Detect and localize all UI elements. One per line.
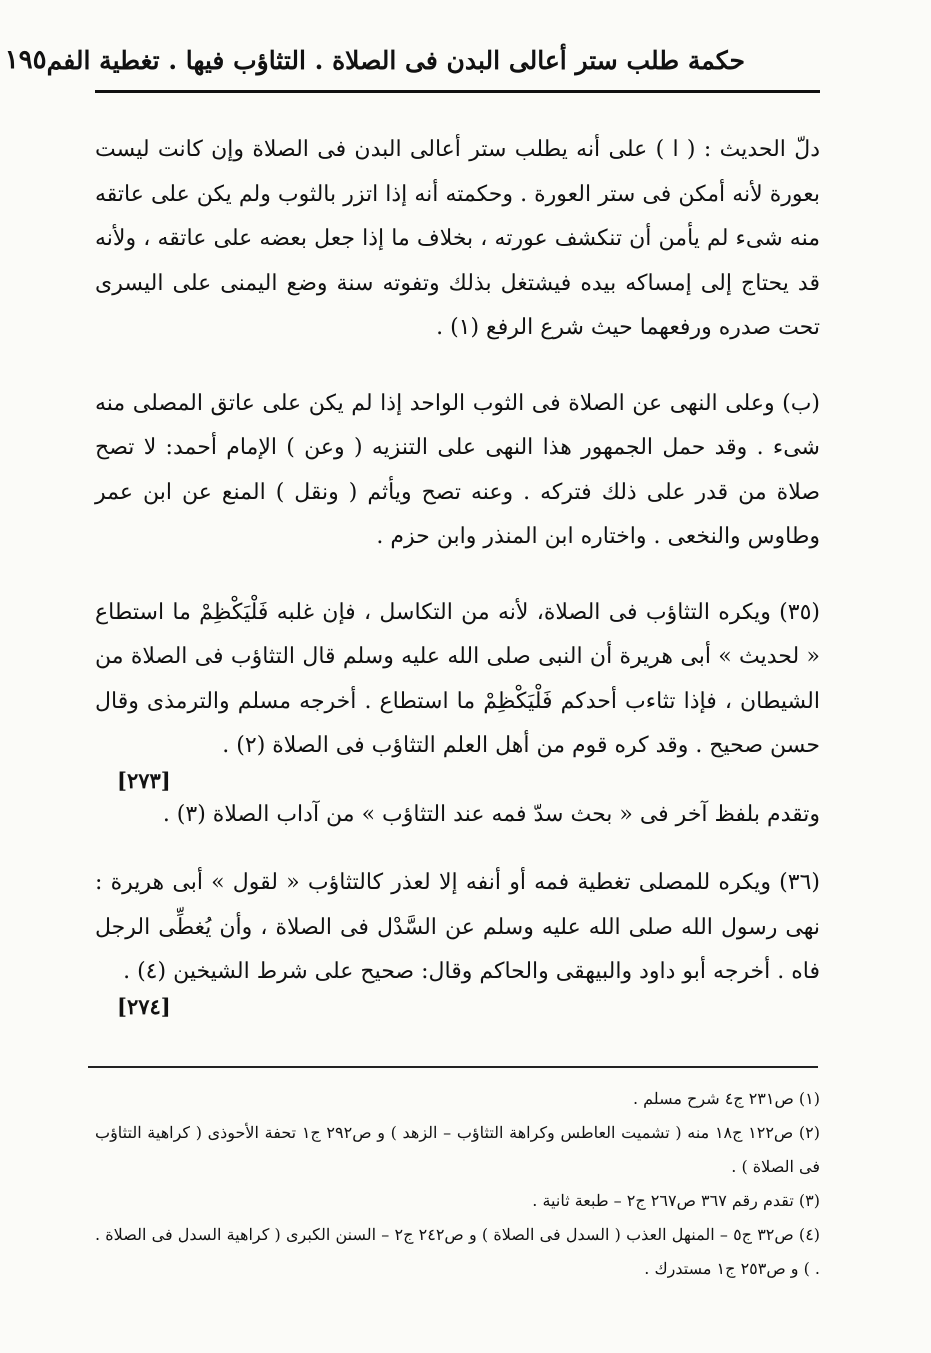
header-rule [95,90,820,93]
paragraph-cross-reference: وتقدم بلفظ آخر فى « بحث سدّ فمه عند التثاؤب » من آداب الصلاة (٣) . [162,801,820,827]
main-text [95,128,820,1019]
paragraph-a: دلّ الحديث : ( ا ) على أنه يطلب ستر أعالى البدن فى الصلاة وإن كانت ليست بعورة لأنه أمكن فى ستر العورة . وحكمته أنه إذا اتزر بالثوب ولم يكن على عاتقه منه شىء لم يأمن أن تنكشف عورته ، بخلاف ما إذا جعل بعضه على عاتقه ، ولأنه قد يحتاج إلى إمساكه بيده فيشتغل بذلك وتفوته سنة وضع اليمنى على اليسرى تحت صدره ورفعهما حيث شرع الرفع (١) . [95,137,820,340]
paragraph-b: (ب) وعلى النهى عن الصلاة فى الثوب الواحد إذا لم يكن على عاتق المصلى منه شىء . وقد حمل الجمهور هذا النهى على التنزيه ( وعن ) الإمام أحمد: لا تصح صلاة من قدر على ذلك فتركه . وعنه تصح ويأثم ( ونقل ) المنع عن ابن عمر وطاوس والنخعى . واختاره ابن المنذر وابن حزم . [95,390,820,549]
page-number: ١٩٥ [4,45,47,75]
page-header [4,38,745,82]
footnote-4: (٤) ص٣٢ ج٥ – المنهل العذب ( السدل فى الصلاة ) و ص٢٤٢ ج٢ – السنن الكبرى ( كراهية السدل فى الصلاة . . ) و ص٢٥٣ ج١ مستدرك . [95,1225,821,1278]
reference-number: [٢٧٤] [117,993,171,1019]
reference-number: [٢٧٣] [117,767,171,793]
footnote-2: (٢) ص١٢٢ ج١٨ منه ( تشميت العاطس وكراهة التثاؤب – الزهد ) و ص٢٩٢ ج١ تحفة الأحوذى ( كراهية التثاؤب فى الصلاة ) . [95,1123,821,1176]
running-title: حكمة طلب ستر أعالى البدن فى الصلاة . التثاؤب فيها . تغطية الفم [46,45,745,75]
footnotes [95,1082,820,1286]
paragraph-36: (٣٦) ويكره للمصلى تغطية فمه أو أنفه إلا لعذر كالتثاؤب « لقول » أبى هريرة : نهى رسول الله صلى الله عليه وسلم عن السَّدْل فى الصلاة ، وأن يُغطِّى الرجل فاه . أخرجه أبو داود والبيهقى والحاكم وقال: صحيح على شرط الشيخين (٤) . [95,870,820,984]
paragraph-35: (٣٥) ويكره التثاؤب فى الصلاة، لأنه من التكاسل ، فإن غلبه فَلْيَكْظِمْ ما استطاع « لحديث » أبى هريرة أن النبى صلى الله عليه وسلم قال التثاؤب فى الصلاة من الشيطان ، فإذا تثاءب أحدكم فَلْيَكْظِمْ ما استطاع . أخرجه مسلم والترمذى وقال حسن صحيح . وقد كره قوم من أهل العلم التثاؤب فى الصلاة (٢) . [95,599,820,758]
footnote-rule [88,1066,818,1068]
footnote-3: (٣) تقدم رقم ٣٦٧ ص٢٦٧ ج٢ – طبعة ثانية . [532,1191,820,1210]
footnote-1: (١) ص٢٣١ ج٤ شرح مسلم . [632,1089,820,1108]
